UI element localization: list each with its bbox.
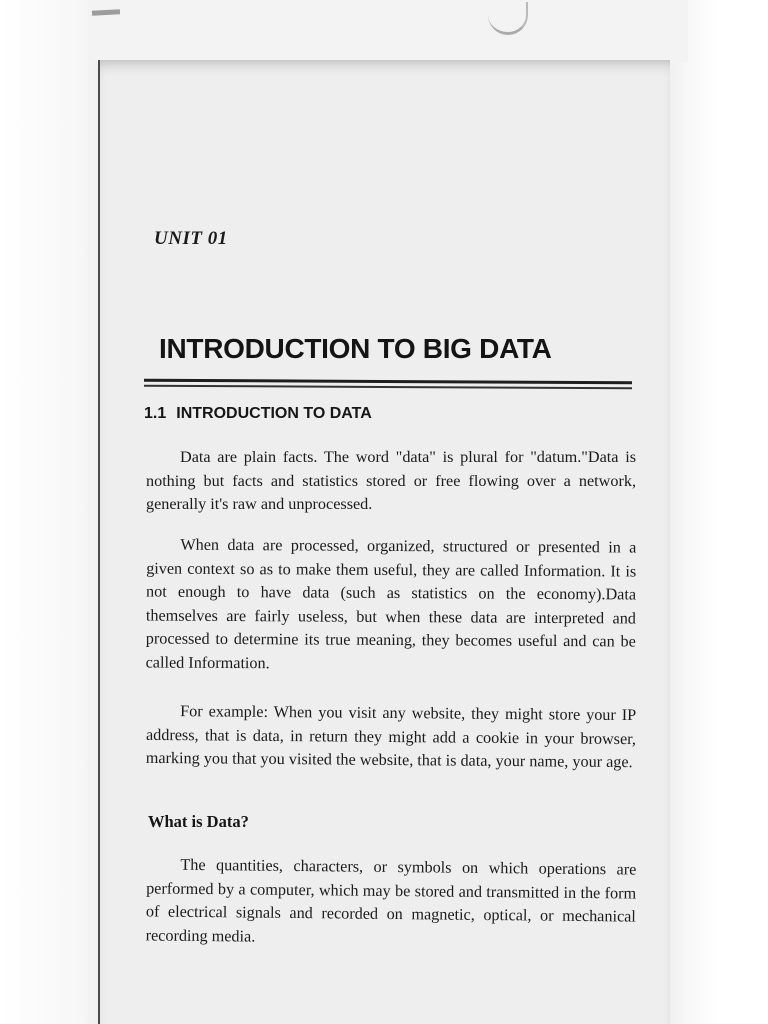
section-heading [144, 405, 372, 423]
chapter-title: INTRODUCTION TO BIG DATA [159, 333, 552, 364]
what-is-data-heading: What is Data? [148, 812, 249, 831]
paragraph-what-is-data: The quantities, characters, or symbols on which operations are performed by a computer, which may be stored and transmitted in the form of electrical signals and recorded on magnetic, optical, or mechanical recording media. [145, 855, 637, 946]
section-number: 1.1 [144, 405, 167, 422]
paragraph-example: For example: When you visit any website, they might store your IP address, that is data, in return they might add a cookie in your browser, marking you that you visited the website, that is data, your name, your age. [145, 702, 637, 772]
section-title: INTRODUCTION TO DATA [176, 405, 372, 422]
paragraph-data-definition: Data are plain facts. The word "data" is plural for "datum."Data is nothing but facts and statistics stored or free flowing over a network, generally it's raw and unprocessed. [146, 448, 636, 513]
unit-label: UNIT 01 [154, 228, 228, 249]
previous-page-edge [88, 0, 688, 62]
paragraph-information: When data are processed, organized, structured or presented in a given context so as to make them useful, they are called Information. It is not enough to have data (such as statistics on the economy).Data themselves are fairly useless, but when these data are interpreted and processed to determine its true meaning, they becomes useful and can be called Information. [145, 535, 637, 672]
